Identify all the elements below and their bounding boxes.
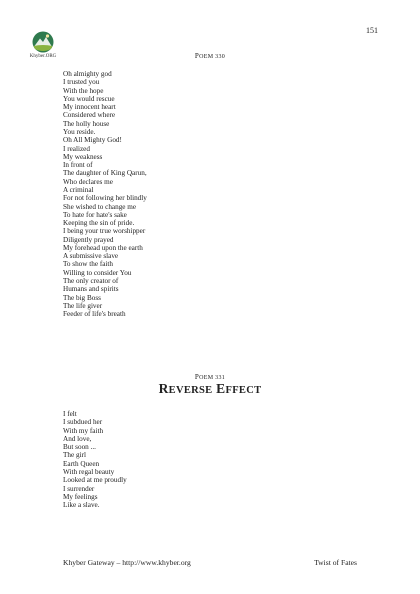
verse-line: Earth Queen <box>63 459 100 468</box>
verse-line: But soon ... <box>63 443 96 452</box>
verse-line: To show the faith <box>63 260 113 269</box>
verse-line: With regal beauty <box>63 467 115 476</box>
verse-line: In front of <box>63 161 93 170</box>
verse-line: You reside. <box>63 127 96 136</box>
poem-331-label-rest: OEM 331 <box>199 375 226 381</box>
title-initial-1: R <box>158 381 169 396</box>
page-number: 151 <box>366 26 378 35</box>
logo-text: Khyber.ORG <box>29 54 57 59</box>
verse-line: I being your true worshipper <box>63 227 146 236</box>
verse-line: With my faith <box>63 426 104 435</box>
verse-line: To hate for hate's sake <box>63 210 127 219</box>
verse-line: A submissive slave <box>63 252 119 261</box>
verse-line: Oh almighty god <box>63 70 112 78</box>
poem-330-verse <box>63 70 147 318</box>
verse-line: Like a slave. <box>63 501 100 510</box>
verse-line: For not following her blindly <box>63 194 147 203</box>
verse-line: My feelings <box>63 492 98 501</box>
verse-line: My forehead upon the earth <box>63 243 143 252</box>
verse-line: Oh All Mighty God! <box>63 136 122 145</box>
verse-line: The girl <box>63 451 86 460</box>
verse-line: The daughter of King Qarun, <box>63 169 147 178</box>
verse-line: The life giver <box>63 301 103 310</box>
verse-line: And love, <box>63 434 92 443</box>
verse-line: I realized <box>63 144 90 153</box>
verse-line: My weakness <box>63 152 103 161</box>
verse-line: Humans and spirits <box>63 285 119 294</box>
verse-line: Who declares me <box>63 177 113 186</box>
poem-331-label <box>0 373 420 381</box>
poem-331-title <box>0 381 420 397</box>
poem-330-label-rest: OEM 330 <box>199 54 226 60</box>
verse-line: My innocent heart <box>63 103 116 112</box>
verse-line: Willing to consider You <box>63 268 132 277</box>
verse-line: The holly house <box>63 119 110 128</box>
verse-line: Keeping the sin of pride. <box>63 219 135 228</box>
verse-line: Considered where <box>63 111 116 120</box>
verse-line: Looked at me proudly <box>63 476 127 485</box>
verse-line: Feeder of life's breath <box>63 310 126 319</box>
verse-line: I trusted you <box>63 78 100 87</box>
poem-331-verse <box>63 410 127 509</box>
title-rest-2: FFECT <box>225 385 262 396</box>
verse-line: The only creator of <box>63 277 119 286</box>
poem-330-label-initial: P <box>194 52 200 60</box>
verse-line: You would rescue <box>63 94 115 103</box>
title-rest-1: EVERSE <box>168 385 213 396</box>
footer-book-title: Twist of Fates <box>314 558 357 567</box>
title-initial-2: E <box>216 381 226 396</box>
verse-line: I surrender <box>63 484 95 493</box>
verse-line: I felt <box>63 410 77 418</box>
verse-line: A criminal <box>63 185 94 194</box>
poem-330-label <box>0 52 420 60</box>
footer-source: Khyber Gateway – http://www.khyber.org <box>63 558 191 567</box>
verse-line: I subdued her <box>63 418 103 427</box>
verse-line: With the hope <box>63 86 104 95</box>
poem-331-label-initial: P <box>194 373 200 381</box>
mountain-logo-icon <box>32 31 54 53</box>
verse-line: She wished to change me <box>63 202 137 211</box>
verse-line: Diligently prayed <box>63 235 114 244</box>
verse-line: The big Boss <box>63 293 101 302</box>
